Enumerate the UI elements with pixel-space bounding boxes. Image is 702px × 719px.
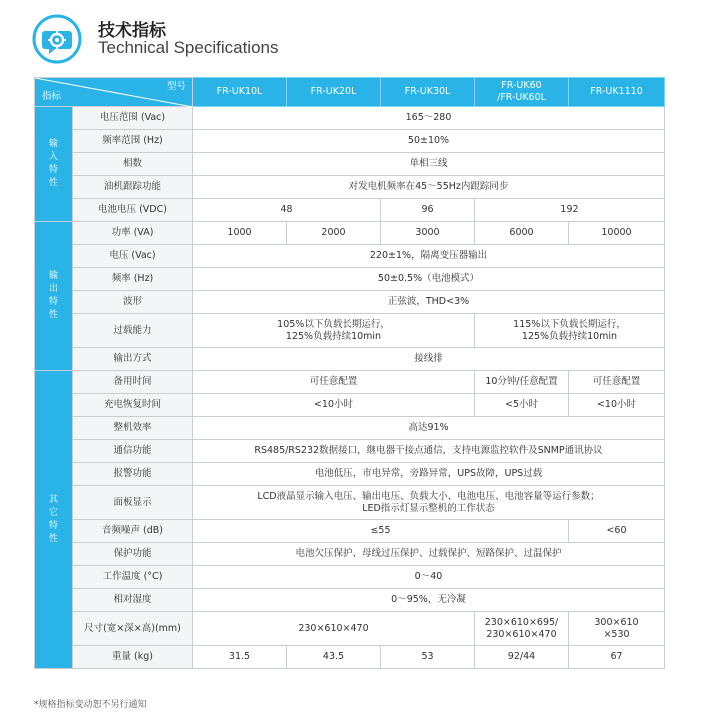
row-value: 105%以下负载长期运行， 125%负载持续10min: [193, 314, 475, 348]
row-value: 正弦波，THD<3%: [193, 291, 665, 314]
row-value: 0～40: [193, 566, 665, 589]
row-value: 电池欠压保护、母线过压保护、过载保护、短路保护、过温保护: [193, 543, 665, 566]
model-header: FR-UK10L: [193, 78, 287, 107]
row-value: 96: [381, 199, 475, 222]
row-value: 192: [475, 199, 665, 222]
row-value: 220±1%，隔离变压器输出: [193, 245, 665, 268]
row-label: 过载能力: [73, 314, 193, 348]
header-row: [35, 78, 665, 107]
table-row: [35, 394, 665, 417]
row-label: 备用时间: [73, 371, 193, 394]
corner-model-label: 型号: [166, 81, 186, 92]
row-label: 音频噪声 (dB): [73, 520, 193, 543]
row-label: 充电恢复时间: [73, 394, 193, 417]
row-label: 相数: [73, 153, 193, 176]
table-row: [35, 199, 665, 222]
row-value: RS485/RS232数据接口，继电器干接点通信，支持电源监控软件及SNMP通讯协议: [193, 440, 665, 463]
row-label: 功率 (VA): [73, 222, 193, 245]
table-row: [35, 486, 665, 520]
table-row: [35, 543, 665, 566]
table-row: [35, 417, 665, 440]
row-label: 通信功能: [73, 440, 193, 463]
row-value: 接线排: [193, 348, 665, 371]
row-label: 电压范围 (Vac): [73, 107, 193, 130]
table-row: [35, 245, 665, 268]
row-value: 92/44: [475, 646, 569, 669]
table-row: [35, 371, 665, 394]
row-value: <10小时: [193, 394, 475, 417]
table-row: [35, 440, 665, 463]
row-label: 重量 (kg): [73, 646, 193, 669]
row-value: 3000: [381, 222, 475, 245]
table-row: [35, 646, 665, 669]
corner-index-label: 指标: [42, 91, 62, 102]
group-output: [35, 222, 73, 371]
table-row: [35, 153, 665, 176]
model-header: FR-UK1110: [569, 78, 665, 107]
row-label: 电池电压 (VDC): [73, 199, 193, 222]
row-value: <10小时: [569, 394, 665, 417]
table-row: [35, 222, 665, 245]
row-value: 高达91%: [193, 417, 665, 440]
table-row: [35, 130, 665, 153]
table-row: [35, 176, 665, 199]
row-value: 10分钟/任意配置: [475, 371, 569, 394]
row-label: 电压 (Vac): [73, 245, 193, 268]
model-header: FR-UK60 /FR-UK60L: [475, 78, 569, 107]
table-row: [35, 107, 665, 130]
row-value: 可任意配置: [193, 371, 475, 394]
row-value: 115%以下负载长期运行， 125%负载持续10min: [475, 314, 665, 348]
row-label: 面板显示: [73, 486, 193, 520]
row-value: 50±0.5%（电池模式）: [193, 268, 665, 291]
row-value: <5小时: [475, 394, 569, 417]
table-row: [35, 291, 665, 314]
table-row: [35, 268, 665, 291]
row-label: 波形: [73, 291, 193, 314]
row-value: 230×610×695/ 230×610×470: [475, 612, 569, 646]
title-chinese: 技术指标: [98, 21, 166, 41]
model-header: FR-UK20L: [287, 78, 381, 107]
chat-gear-icon: [32, 14, 82, 64]
row-value: LCD液晶显示输入电压、输出电压、负载大小、电池电压、电池容量等运行参数； LED指示灯显示整机的工作状态: [193, 486, 665, 520]
corner-cell: [35, 78, 193, 107]
group-other: [35, 371, 73, 669]
row-label: 保护功能: [73, 543, 193, 566]
row-value: 0～95%，无冷凝: [193, 589, 665, 612]
row-value: 50±10%: [193, 130, 665, 153]
table-row: [35, 463, 665, 486]
row-value: 10000: [569, 222, 665, 245]
group-label: 输出特性: [48, 271, 58, 320]
row-value: 对发电机频率在45～55Hz内跟踪同步: [193, 176, 665, 199]
row-value: 1000: [193, 222, 287, 245]
group-label: 输入特性: [48, 139, 58, 188]
table-row: [35, 314, 665, 348]
row-value: 6000: [475, 222, 569, 245]
page-header: [32, 14, 672, 66]
row-value: 31.5: [193, 646, 287, 669]
model-header: FR-UK30L: [381, 78, 475, 107]
row-label: 输出方式: [73, 348, 193, 371]
footnote: *规格指标变动恕不另行通知: [34, 700, 147, 710]
row-value: 单相三线: [193, 153, 665, 176]
row-label: 工作温度 (°C): [73, 566, 193, 589]
row-value: ≤55: [193, 520, 569, 543]
row-value: 电池低压，市电异常，旁路异常，UPS故障，UPS过载: [193, 463, 665, 486]
row-label: 频率范围 (Hz): [73, 130, 193, 153]
row-value: 230×610×470: [193, 612, 475, 646]
row-value: 2000: [287, 222, 381, 245]
row-value: 53: [381, 646, 475, 669]
table-row: [35, 520, 665, 543]
row-value: <60: [569, 520, 665, 543]
row-value: 300×610 ×530: [569, 612, 665, 646]
row-label: 油机跟踪功能: [73, 176, 193, 199]
group-input: [35, 107, 73, 222]
title-english: Technical Specifications: [98, 38, 279, 57]
table-row: [35, 589, 665, 612]
row-value: 165～280: [193, 107, 665, 130]
row-label: 相对湿度: [73, 589, 193, 612]
group-label: 其它特性: [48, 494, 58, 544]
row-value: 48: [193, 199, 381, 222]
row-value: 可任意配置: [569, 371, 665, 394]
table-row: [35, 566, 665, 589]
spec-table: [34, 77, 665, 669]
row-label: 尺寸(宽×深×高)(mm): [73, 612, 193, 646]
row-value: 43.5: [287, 646, 381, 669]
table-row: [35, 348, 665, 371]
row-value: 67: [569, 646, 665, 669]
row-label: 频率 (Hz): [73, 268, 193, 291]
table-row: [35, 612, 665, 646]
row-label: 报警功能: [73, 463, 193, 486]
row-label: 整机效率: [73, 417, 193, 440]
